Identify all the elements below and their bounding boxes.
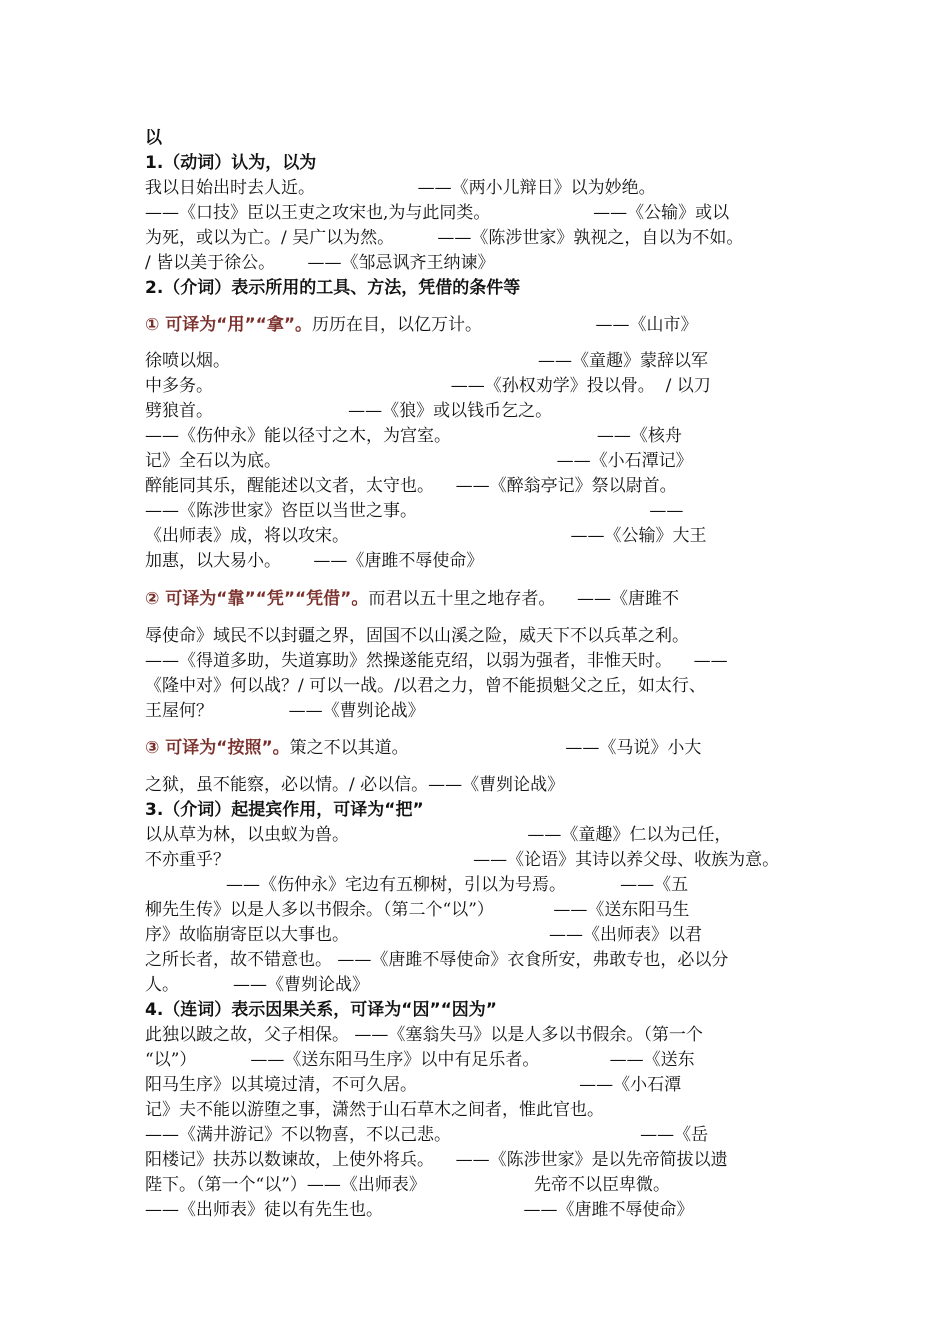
sub-1-line: 醉能同其乐，醒能述以文者，太守也。 ——《醉翁亭记》祭以尉首。: [145, 476, 677, 496]
sub-1-first-line: [145, 313, 698, 337]
section-4-line: 陛下。（第一个“以”）——《出师表》 先帝不以臣卑微。: [145, 1175, 670, 1195]
sub-2-line: 《隆中对》何以战？/ 可以一战。/以君之力，曾不能损魁父之丘，如太行、: [145, 676, 706, 696]
sub-1-line: 《出师表》成，将以攻宋。 ——《公输》大王: [145, 526, 707, 546]
sub-2-first-line: [145, 587, 679, 611]
sub-3-first-text: 策之不以其道。 ——《马说》小大: [289, 738, 702, 758]
section-3-line: 人。 ——《曹刿论战》: [145, 975, 370, 995]
sub-1-line: 徐喷以烟。 ——《童趣》蒙辞以军: [145, 351, 709, 371]
section-4-line: ——《满井游记》不以物喜，不以己悲。 ——《岳: [145, 1125, 709, 1145]
sub-3-line: 之狱，虽不能察，必以情。/ 必以信。——《曹刿论战》: [145, 775, 565, 795]
section-4-line: 此独以跛之故，父子相保。 ——《塞翁失马》以是人多以书假余。（第一个: [145, 1025, 703, 1045]
section-4-line: ——《出师表》徒以有先生也。 ——《唐雎不辱使命》: [145, 1200, 694, 1220]
page-title: 以: [145, 128, 162, 148]
section-3-line: 不亦重乎？ ——《论语》其诗以养父母、收族为意。: [145, 850, 780, 870]
sub-2-line: ——《得道多助，失道寡助》然操遂能克绍，以弱为强者，非惟天时。 ——: [145, 651, 728, 671]
sub-1-label: ① 可译为“用”“拿”。: [145, 315, 313, 335]
sub-2-line: 辱使命》域民不以封疆之界，固国不以山溪之险，威天下不以兵革之利。: [145, 626, 689, 646]
section-4-line: “以”） ——《送东阳马生序》以中有足乐者。 ——《送东: [145, 1050, 695, 1070]
sub-3-first-line: [145, 736, 701, 760]
sub-1-line: ——《伤仲永》能以径寸之木，为宫室。 ——《核舟: [145, 426, 682, 446]
sub-2-label: ② 可译为“靠”“凭”“凭借”。: [145, 589, 369, 609]
section-3-heading: 3.（介词）起提宾作用，可译为“把”: [145, 800, 424, 820]
section-3-line: ——《伤仲永》宅边有五柳树，引以为号焉。 ——《五: [145, 875, 689, 895]
section-4-line: 阳楼记》扶苏以数谏故，上使外将兵。 ——《陈涉世家》是以先帝简拔以遗: [145, 1150, 728, 1170]
section-2-heading: 2.（介词）表示所用的工具、方法，凭借的条件等: [145, 278, 521, 298]
section-1-line: / 皆以美于徐公。 ——《邹忌讽齐王纳谏》: [145, 253, 495, 273]
sub-1-line: 加惠，以大易小。 ——《唐雎不辱使命》: [145, 551, 484, 571]
sub-3-label: ③ 可译为“按照”。: [145, 738, 290, 758]
section-1-line: 我以日始出时去人近。 ——《两小儿辩日》以为妙绝。: [145, 178, 656, 198]
section-3-line: 之所长者，故不错意也。 ——《唐雎不辱使命》衣食所安，弗敢专也，必以分: [145, 950, 729, 970]
sub-1-first-text: 历历在目，以亿万计。 ——《山市》: [312, 315, 698, 335]
sub-2-line: 王屋何？ ——《曹刿论战》: [145, 701, 425, 721]
section-3-line: 以从草为林，以虫蚁为兽。 ——《童趣》仁以为己任，: [145, 825, 732, 845]
section-3-line: 序》故临崩寄臣以大事也。 ——《出师表》以君: [145, 925, 702, 945]
sub-1-line: ——《陈涉世家》咨臣以当世之事。 ——: [145, 501, 684, 521]
section-4-line: 阳马生序》以其境过清，不可久居。 ——《小石潭: [145, 1075, 682, 1095]
sub-1-line: 劈狼首。 ——《狼》或以钱币乞之。: [145, 401, 553, 421]
section-1-line: 为死，或以为亡。/ 吴广以为然。 ——《陈涉世家》孰视之，自以为不如。: [145, 228, 744, 248]
section-4-line: 记》夫不能以游堕之事，潇然于山石草木之间者，惟此官也。: [145, 1100, 604, 1120]
sub-2-first-text: 而君以五十里之地存者。 ——《唐雎不: [368, 589, 679, 609]
section-1-heading: 1.（动词）认为，以为: [145, 153, 317, 173]
section-3-line: 柳先生传》以是人多以书假余。（第二个“以”） ——《送东阳马生: [145, 900, 690, 920]
sub-1-line: 记》全石以为底。 ——《小石潭记》: [145, 451, 693, 471]
section-1-line: ——《口技》臣以王吏之攻宋也,为与此同类。 ——《公输》或以: [145, 203, 730, 223]
sub-1-line: 中多务。 ——《孙权劝学》投以骨。 / 以刀: [145, 376, 711, 396]
section-4-heading: 4.（连词）表示因果关系，可译为“因”“因为”: [145, 1000, 497, 1020]
